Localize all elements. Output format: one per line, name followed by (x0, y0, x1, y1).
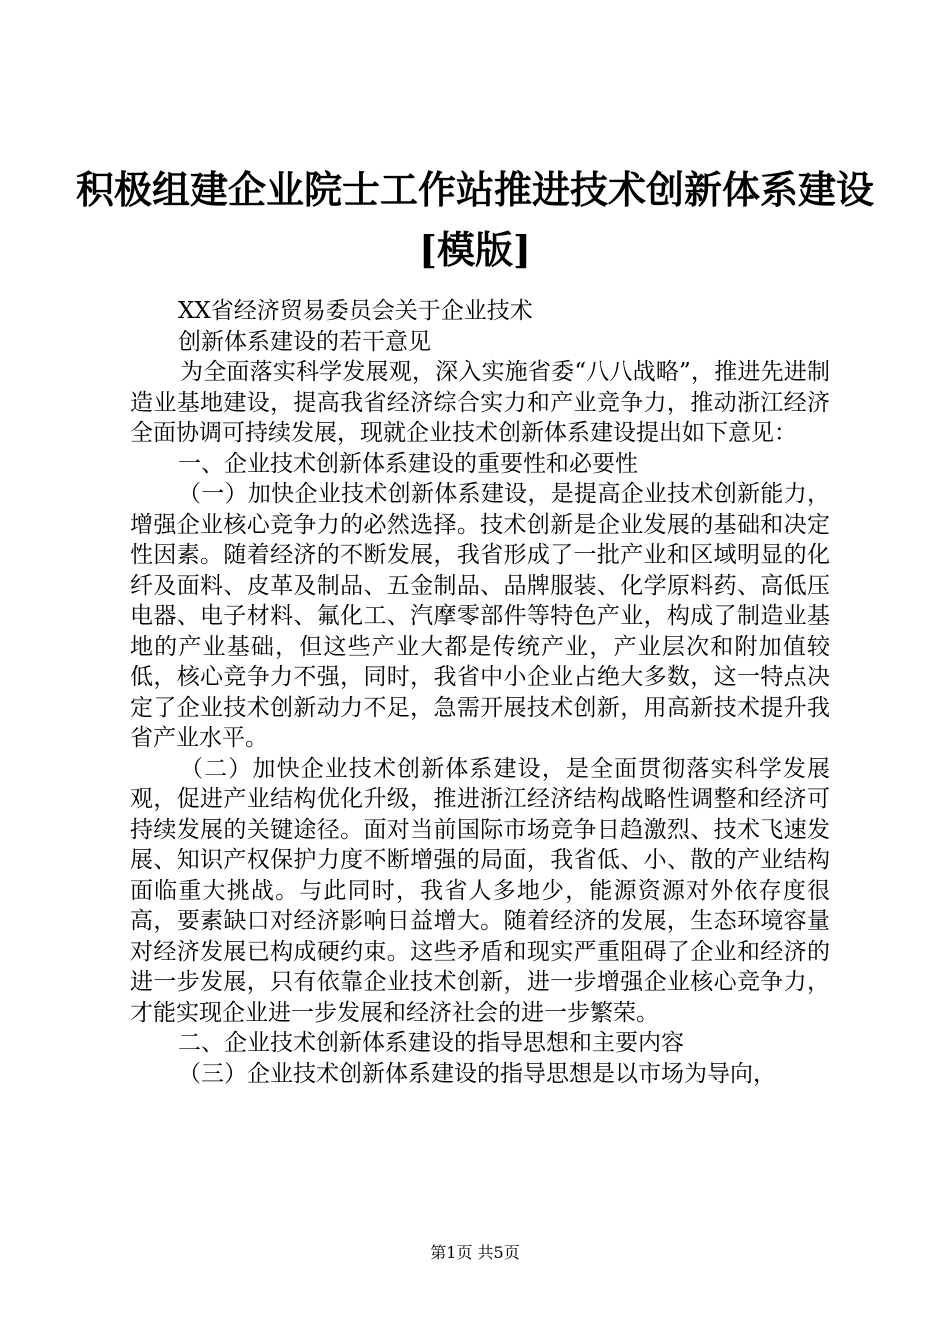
section-heading-2: 二、企业技术创新体系建设的指导思想和主要内容 (178, 1030, 684, 1056)
subtitle-line-1: XX省经济贸易委员会关于企业技术 (178, 298, 533, 324)
document-title: 积极组建企业院士工作站推进技术创新体系建设[模版] (75, 167, 874, 272)
paragraph-1: （一）加快企业技术创新体系建设，是提高企业技术创新能力，增强企业核心竞争力的必然选择。技术创新是企业发展的基础和决定性因素。随着经济的不断发展，我省形成了一批产业和区域明显的化纤及面料、皮革及制品、五金制品、品牌服装、化学原料药、高低压电器、电子材料、氟化工、汽摩零部件等特色产业，构成了制造业基地的产业基础，但这些产业大都是传统产业，产业层次和附加值较低，核心竞争力不强，同时，我省中小企业占绝大多数，这一特点决定了企业技术创新动力不足，急需开展技术创新，用高新技术提升我省产业水平。 (130, 481, 830, 751)
paragraph-2: （二）加快企业技术创新体系建设，是全面贯彻落实科学发展观，促进产业结构优化升级，推进浙江经济结构战略性调整和经济可持续发展的关键途径。面对当前国际市场竞争日趋激烈、技术飞速发展、知识产权保护力度不断增强的局面，我省低、小、散的产业结构面临重大挑战。与此同时，我省人多地少，能源资源对外依存度很高，要素缺口对经济影响日益增大。随着经济的发展，生态环境容量对经济发展已构成硬约束。这些矛盾和现实严重阻碍了企业和经济的进一步发展，只有依靠企业技术创新，进一步增强企业核心竞争力，才能实现企业进一步发展和经济社会的进一步繁荣。 (130, 755, 830, 1026)
paragraph-3: （三）企业技术创新体系建设的指导思想是以市场为导向， (178, 1060, 776, 1087)
document-body (130, 296, 830, 1089)
page-number: 第1页 共5页 (430, 1243, 520, 1262)
subtitle-line-2: 创新体系建设的若干意见 (178, 328, 431, 355)
intro-paragraph: 为全面落实科学发展观，深入实施省委“八八战略”，推进先进制造业基地建设，提高我省经济综合实力和产业竞争力，推动浙江经济全面协调可持续发展，现就企业技术创新体系建设提出如下意见： (130, 359, 830, 446)
section-heading-1: 一、企业技术创新体系建设的重要性和必要性 (178, 450, 638, 477)
